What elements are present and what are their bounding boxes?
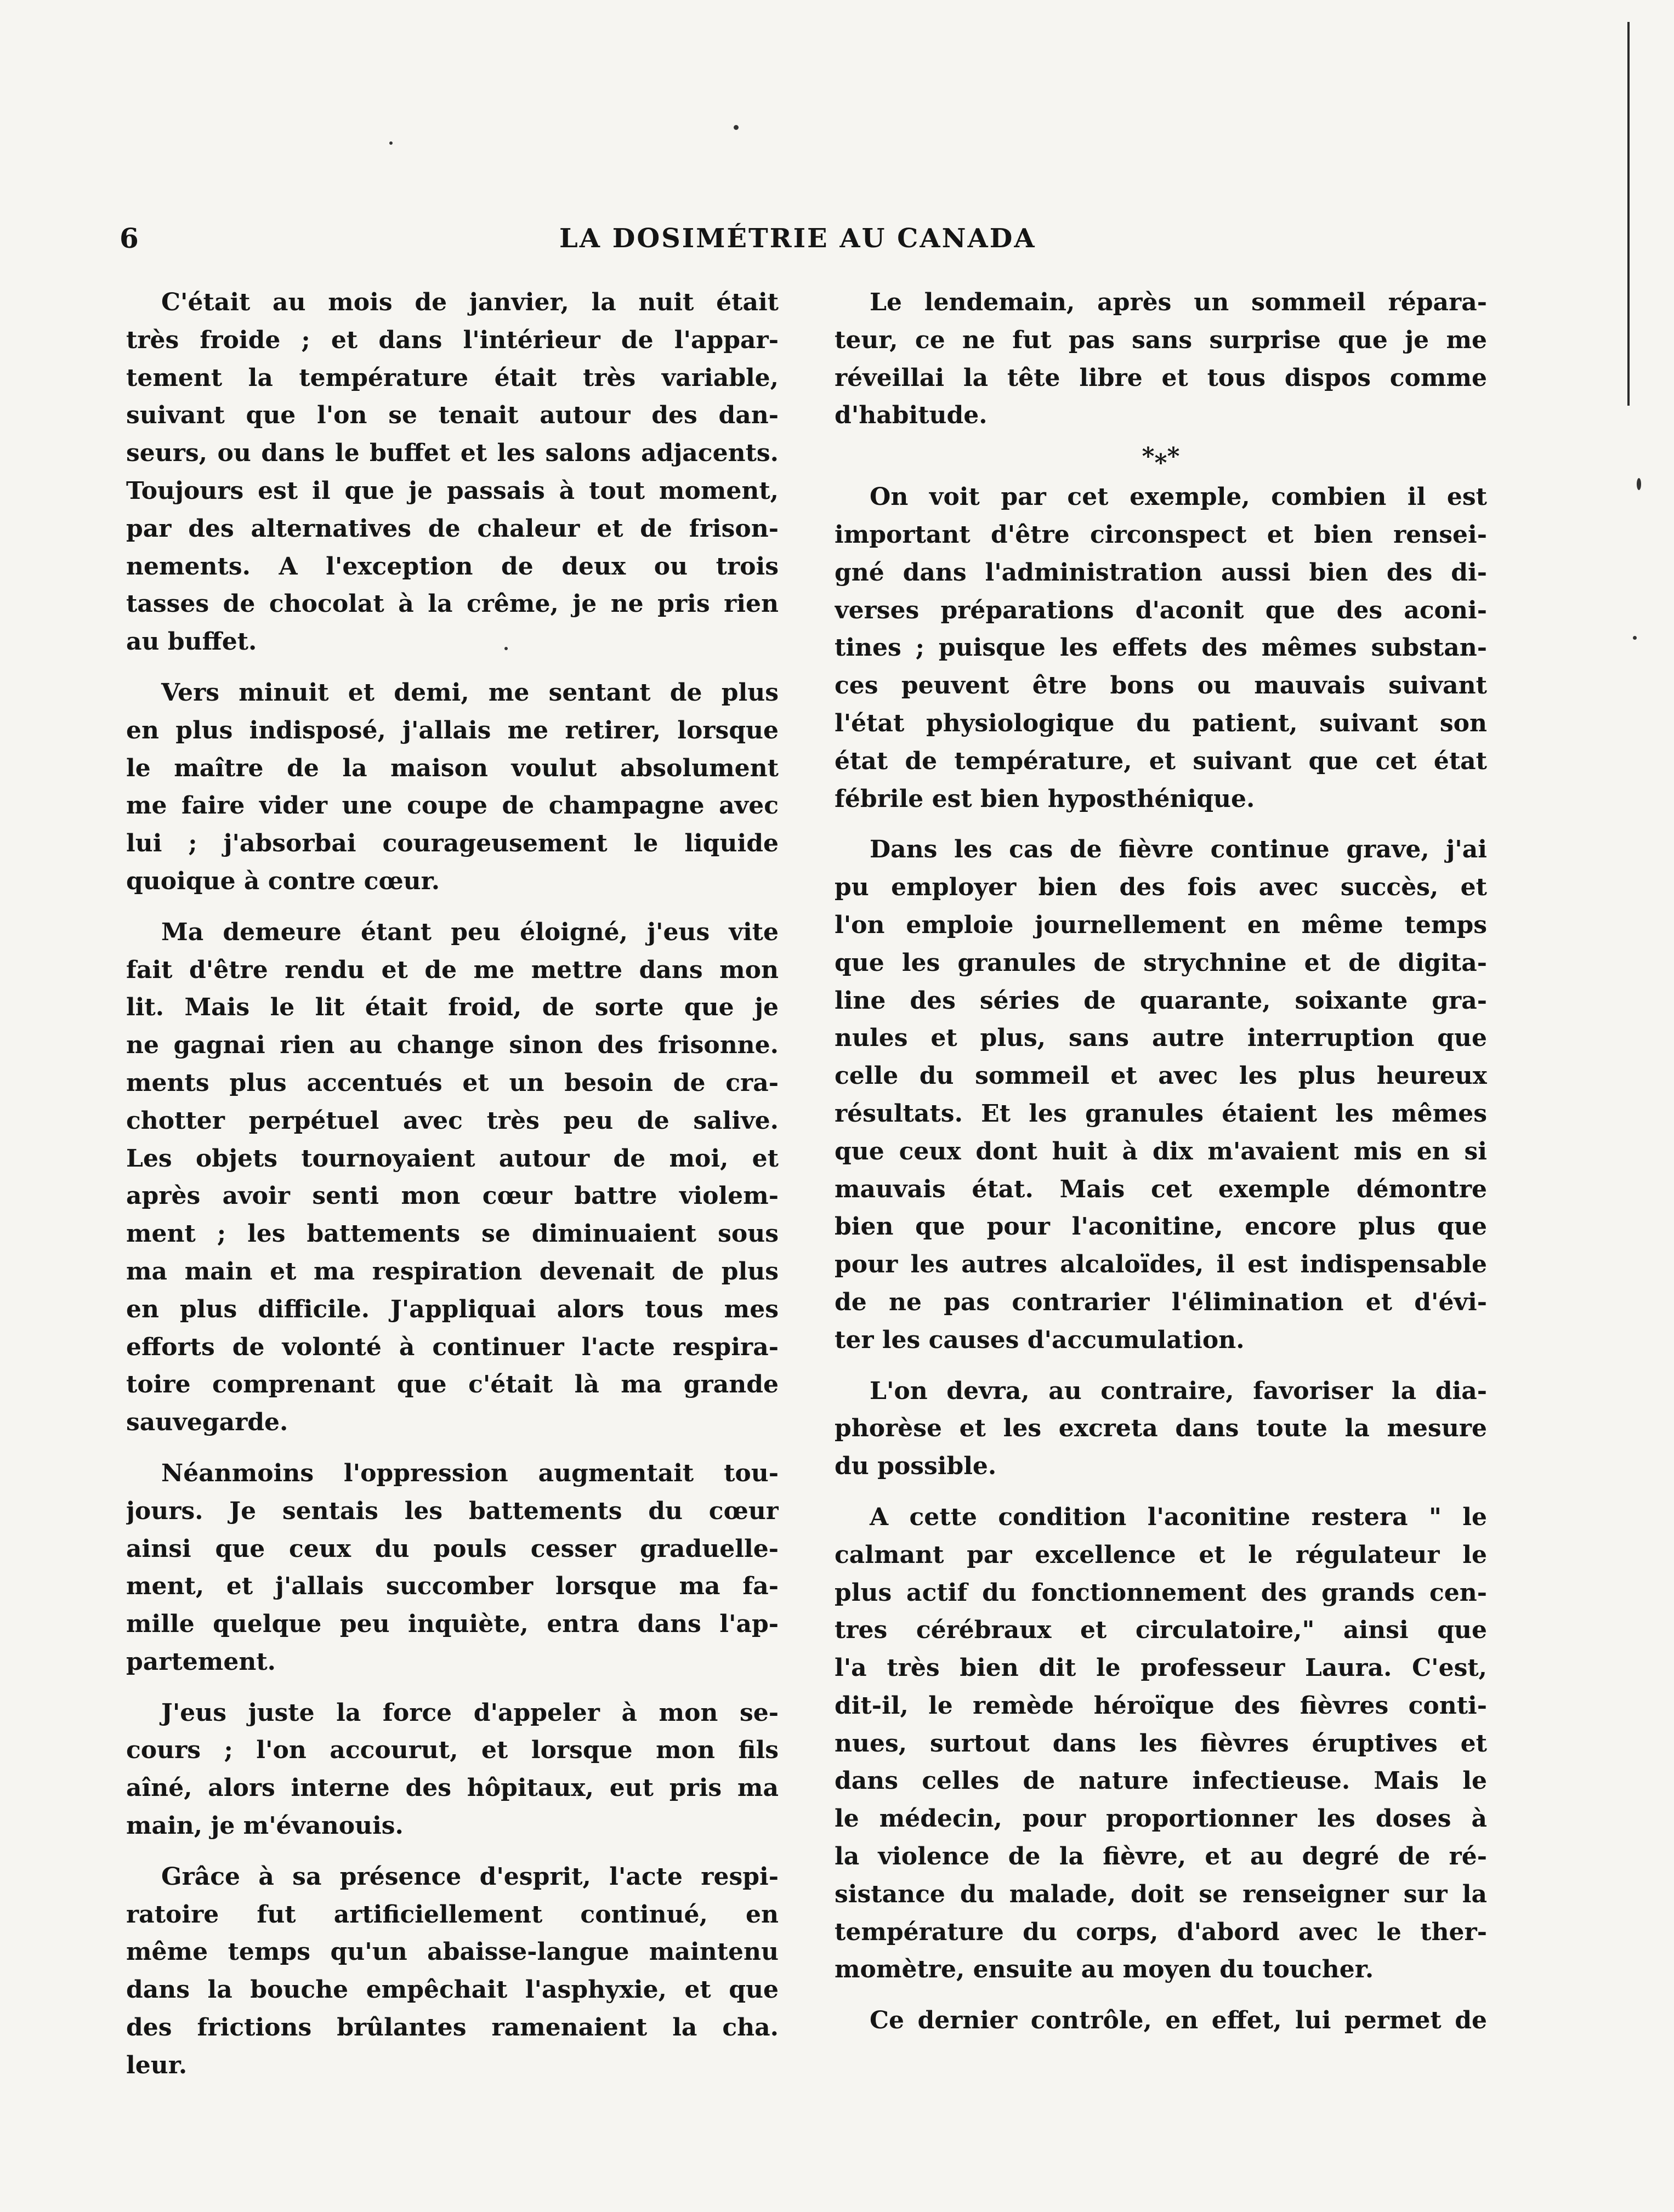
paragraph [126,1455,779,1681]
text-line: sistance du malade, doit se renseigner sur la [835,1880,1487,1908]
text-line: pu employer bien des fois avec succès, et [835,873,1487,902]
running-title: LA DOSIMÉTRIE AU CANADA [559,223,1036,254]
paragraph [126,1858,779,2085]
paragraph [835,1499,1487,1989]
text-line: fait d'être rendu et de me mettre dans mon [126,956,779,984]
text-line: momètre, ensuite au moyen du toucher. [835,1955,1374,1984]
text-line: ainsi que ceux du pouls cesser graduelle- [126,1534,779,1563]
text-line: ments plus accentués et un besoin de cra- [126,1068,779,1097]
text-line: même temps qu'un abaisse-langue maintenu [126,1938,779,1966]
text-line: dit-il, le remède héroïque des fièvres conti- [835,1691,1487,1720]
right-column [835,284,1487,2040]
text-line: plus actif du fonctionnement des grands cen- [835,1578,1487,1607]
text-line: réveillai la tête libre et tous dispos comme [835,363,1487,392]
page-number: 6 [120,222,139,254]
text-line: que ceux dont huit à dix m'avaient mis en si [835,1137,1487,1165]
paragraph-gap [126,1845,779,1858]
text-line: chotter perpétuel avec très peu de salive. [126,1106,779,1135]
text-line: tines ; puisque les effets des mêmes substan- [835,634,1487,662]
text-line: J'eus juste la force d'appeler à mon se- [161,1698,779,1727]
text-line: pour les autres alcaloïdes, il est indispensable [835,1250,1487,1279]
text-line: la violence de la fièvre, et au degré de ré- [835,1843,1487,1871]
text-line: en plus difficile. J'appliquai alors tous mes [126,1295,779,1323]
text-line: aîné, alors interne des hôpitaux, eut pris ma [126,1774,779,1802]
paragraph [835,1373,1487,1486]
text-line: nements. A l'exception de deux ou trois [126,552,779,581]
text-line: phorèse et les excreta dans toute la mesure [835,1414,1487,1443]
text-line: Ce dernier contrôle, en effet, lui permet de [870,2006,1487,2035]
text-line: tement la température était très variable, [126,363,779,392]
text-line: Grâce à sa présence d'esprit, l'acte respi- [161,1862,779,1891]
text-line: partement. [126,1647,276,1676]
text-line: quoique à contre cœur. [126,867,440,895]
text-line: l'a très bien dit le professeur Laura. C'est, [835,1654,1487,1682]
scan-speck [734,125,739,130]
text-line: résultats. Et les granules étaient les mêmes [835,1099,1487,1128]
text-line: mauvais état. Mais cet exemple démontre [835,1175,1487,1203]
text-line: toire comprenant que c'était là ma grande [126,1371,779,1399]
text-line: au buffet. [126,628,257,656]
text-line: nules et plus, sans autre interruption que [835,1024,1487,1053]
paragraph [126,284,779,661]
binding-edge-mark [1627,22,1630,406]
text-line: ment, et j'allais succomber lorsque ma fa- [126,1572,779,1601]
text-line: tasses de chocolat à la crême, je ne pris rien [126,590,779,618]
text-line: efforts de volonté à continuer l'acte respira- [126,1333,779,1361]
text-line: lit. Mais le lit était froid, de sorte que je [126,993,779,1022]
text-line: cours ; l'on accourut, et lorsque mon fils [126,1736,779,1765]
text-line: Les objets tournoyaient autour de moi, et [126,1144,779,1173]
paragraph-gap [835,1486,1487,1499]
text-line: main, je m'évanouis. [126,1812,404,1840]
text-line: après avoir senti mon cœur battre violem- [126,1182,779,1210]
text-line: L'on devra, au contraire, favoriser la dia- [870,1377,1487,1405]
text-line: lui ; j'absorbai courageusement le liquide [126,829,779,858]
text-line: On voit par cet exemple, combien il est [870,483,1487,511]
text-line: tres cérébraux et circulatoire," ainsi que [835,1616,1487,1645]
paragraph [835,2002,1487,2040]
scan-speck [389,141,393,145]
paragraph-gap [126,1681,779,1694]
text-line: le médecin, pour proportionner les doses à [835,1805,1487,1833]
text-line: l'état physiologique du patient, suivant son [835,709,1487,737]
text-line: fébrile est bien hyposthénique. [835,784,1255,813]
text-line: important d'être circonspect et bien rensei- [835,520,1487,549]
text-line: A cette condition l'aconitine restera " le [870,1503,1487,1531]
text-line: suivant que l'on se tenait autour des dan- [126,401,779,430]
text-line: calmant par excellence et le régulateur le [835,1540,1487,1569]
scan-speck [1637,478,1641,490]
paragraph-gap [126,1442,779,1455]
text-line: état de température, et suivant que cet état [835,747,1487,775]
text-line: par des alternatives de chaleur et de frison- [126,514,779,543]
text-line: verses préparations d'aconit que des aconi- [835,596,1487,624]
text-line: seurs, ou dans le buffet et les salons adjacents. [126,439,779,468]
text-line: Dans les cas de fièvre continue grave, j'ai [870,835,1487,864]
text-line: d'habitude. [835,401,988,430]
page-header [0,217,1674,260]
text-line: température du corps, d'abord avec le ther- [835,1918,1487,1946]
text-line: bien que pour l'aconitine, encore plus que [835,1213,1487,1241]
paragraph [126,674,779,901]
text-line: C'était au mois de janvier, la nuit était [161,288,779,316]
paragraph-gap [835,1989,1487,2002]
text-line: Le lendemain, après un sommeil répara- [870,288,1487,316]
text-line: line des séries de quarante, soixante gra- [835,986,1487,1015]
text-line: le maître de la maison voulut absolument [126,754,779,782]
text-line: sauvegarde. [126,1408,288,1437]
paragraph [126,1694,779,1845]
text-line: nues, surtout dans les fièvres éruptives et [835,1729,1487,1758]
text-line: du possible. [835,1452,997,1481]
text-line: ter les causes d'accumulation. [835,1326,1245,1354]
left-column [126,284,779,2085]
text-line: dans celles de nature infectieuse. Mais le [835,1767,1487,1795]
text-line: jours. Je sentais les battements du cœur [126,1497,779,1525]
text-line: Vers minuit et demi, me sentant de plus [161,678,779,707]
text-line: ces peuvent être bons ou mauvais suivant [835,672,1487,700]
paragraph-gap [126,661,779,674]
text-line: Toujours est il que je passais à tout moment, [126,476,779,505]
text-line: que les granules de strychnine et de digita- [835,948,1487,977]
paragraph [835,831,1487,1359]
text-line: ma main et ma respiration devenait de plus [126,1257,779,1286]
text-line: de ne pas contrarier l'élimination et d'évi- [835,1288,1487,1316]
text-line: me faire vider une coupe de champagne avec [126,792,779,820]
text-line: ment ; les battements se diminuaient sous [126,1220,779,1248]
text-line: des frictions brûlantes ramenaient la cha. [126,2014,779,2042]
scan-speck [1633,636,1637,640]
text-line: très froide ; et dans l'intérieur de l'appar- [126,326,779,354]
text-line: en plus indisposé, j'allais me retirer, lorsque [126,716,779,744]
text-line: leur. [126,2051,188,2079]
paragraph [835,284,1487,435]
section-asterism: *⁎* [1142,442,1180,471]
text-line: mille quelque peu inquiète, entra dans l'ap- [126,1610,779,1639]
text-line: l'on emploie journellement en même temps [835,911,1487,939]
paragraph-gap [835,818,1487,831]
text-line: ne gagnai rien au change sinon des frisonne. [126,1031,779,1060]
scan-speck [504,647,508,650]
text-line: ratoire fut artificiellement continué, en [126,1900,779,1929]
text-line: Néanmoins l'oppression augmentait tou- [161,1459,779,1487]
paragraph-gap [835,1360,1487,1373]
text-line: celle du sommeil et avec les plus heureux [835,1062,1487,1090]
text-line: gné dans l'administration aussi bien des di- [835,558,1487,587]
text-line: teur, ce ne fut pas sans surprise que je me [835,326,1487,354]
paragraph [835,479,1487,818]
text-line: Ma demeure étant peu éloigné, j'eus vite [161,918,779,946]
paragraph [126,914,779,1442]
paragraph-gap [126,901,779,914]
text-line: dans la bouche empêchait l'asphyxie, et que [126,1976,779,2004]
